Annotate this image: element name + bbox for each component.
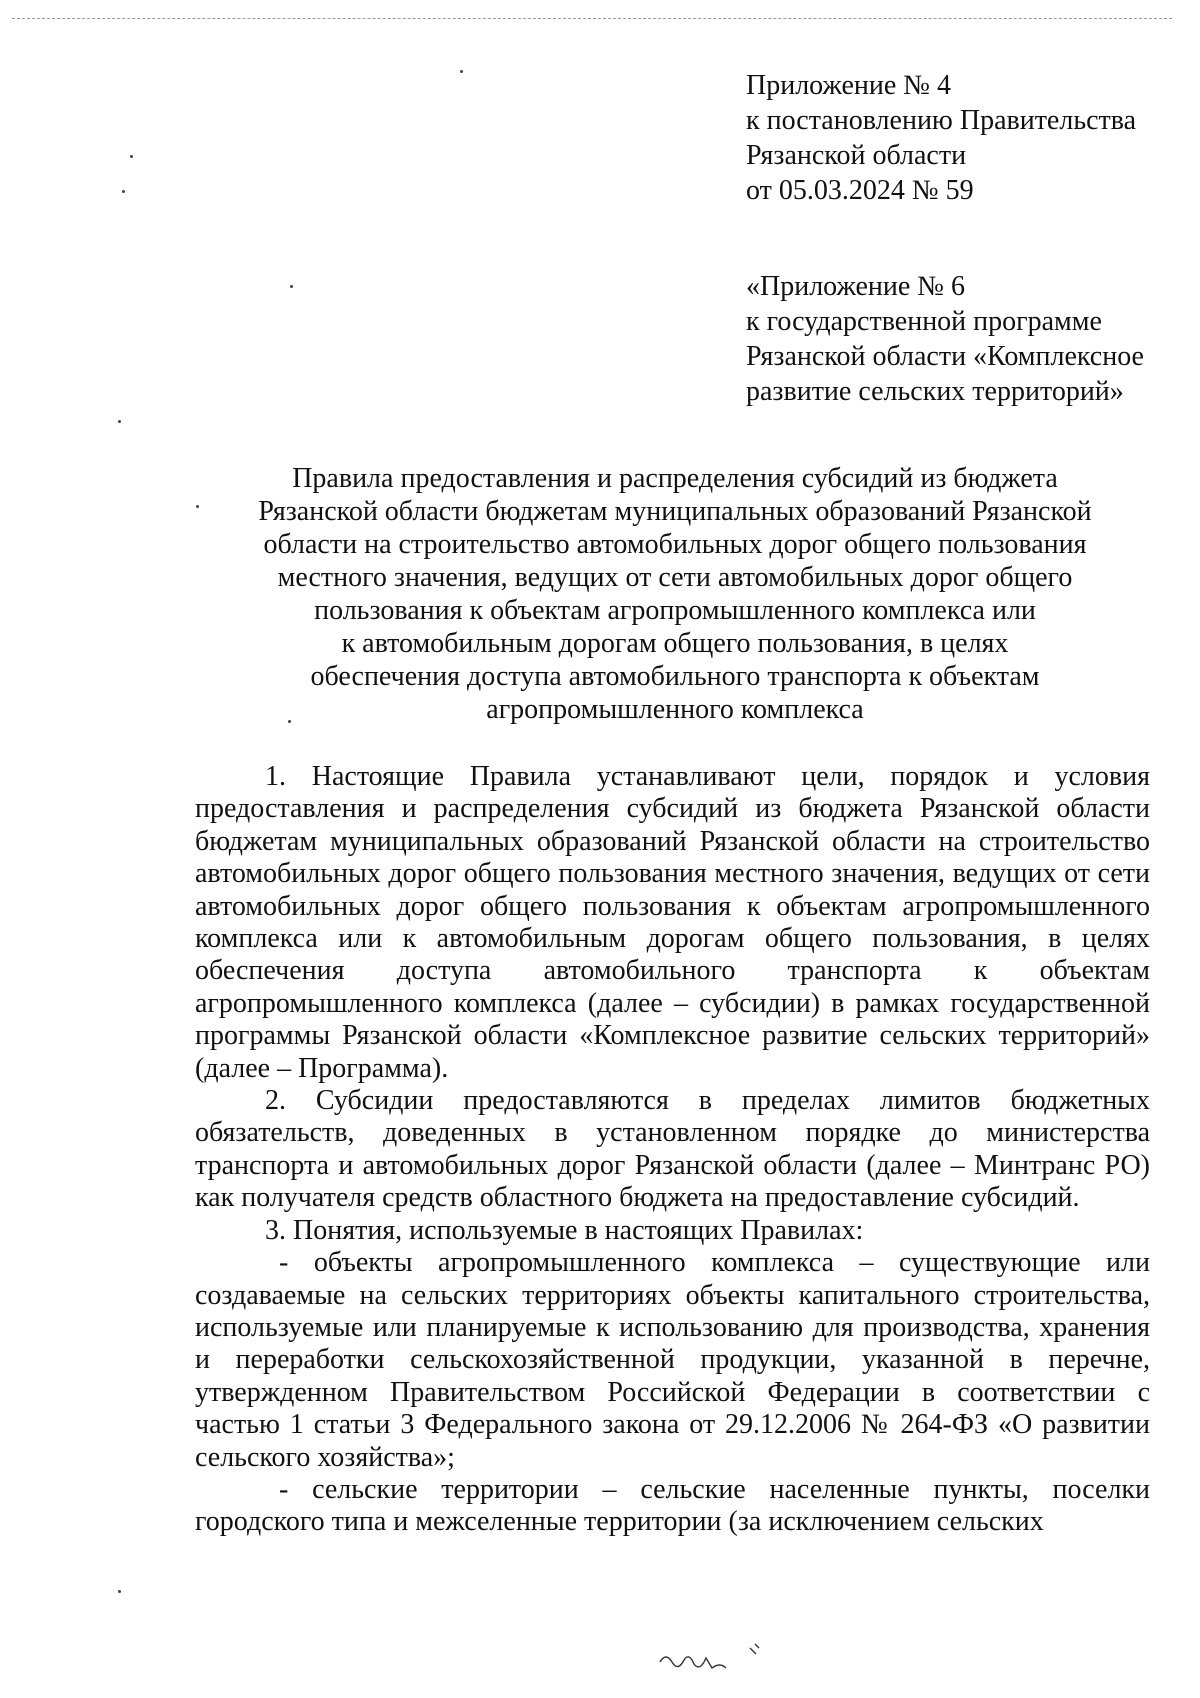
paragraph-2: 2. Субсидии предоставляются в пределах лимитов бюджетных обязательств, доведенных в установленном порядке до министерства транспорта и автомобильных дорог Рязанской области (далее – Минтранс РО) как получателя средств областного бюджета на предоставление субсидий. bbox=[195, 1085, 1150, 1214]
appendix-4-line: от 05.03.2024 № 59 bbox=[746, 175, 974, 206]
appendix-6-line: развитие сельских территорий» bbox=[746, 376, 1124, 407]
scan-edge-line bbox=[12, 18, 1172, 19]
signature-mark bbox=[655, 1640, 775, 1680]
title-line: Правила предоставления и распределения субсидий из бюджета bbox=[292, 463, 1058, 494]
scan-speck bbox=[118, 420, 121, 423]
title-line: пользования к объектам агропромышленного комплекса или bbox=[314, 595, 1036, 626]
appendix-6-line: к государственной программе bbox=[746, 306, 1102, 337]
definition-agro-objects: - объекты агропромышленного комплекса – существующие или создаваемые на сельских территориях объекты капитального строительства, используемые или планируемые к использованию для производства, хранения и переработки сельскохозяйственной продукции, указанной в перечне, утвержденном Правительством Российской Федерации в соответствии с частью 1 статьи 3 Федерального закона от 29.12.2006 № 264-ФЗ «О развитии сельского хозяйства»; bbox=[195, 1247, 1150, 1473]
appendix-6-line: «Приложение № 6 bbox=[746, 271, 965, 302]
appendix-4-line: к постановлению Правительства bbox=[746, 105, 1137, 136]
title-line: местного значения, ведущих от сети автомобильных дорог общего bbox=[277, 562, 1073, 593]
appendix-4-line: Рязанской области bbox=[746, 140, 967, 171]
appendix-4-header bbox=[746, 68, 1176, 208]
title-line: Рязанской области бюджетам муниципальных образований Рязанской bbox=[258, 496, 1092, 527]
appendix-4-line: Приложение № 4 bbox=[746, 70, 951, 101]
scan-speck bbox=[118, 1590, 121, 1593]
scan-speck bbox=[122, 190, 125, 193]
title-line: к автомобильным дорогам общего пользования, в целях bbox=[341, 628, 1009, 659]
appendix-6-line: Рязанской области «Комплексное bbox=[746, 341, 1144, 372]
definition-rural-territories: - сельские территории – сельские населенные пункты, поселки городского типа и межселенные территории (за исключением сельских bbox=[195, 1473, 1150, 1538]
paragraph-1: 1. Настоящие Правила устанавливают цели, порядок и условия предоставления и распределения субсидий из бюджета Рязанской области бюджетам муниципальных образований Рязанской области на строительство автомобильных дорог общего пользования местного значения, ведущих от сети автомобильных дорог общего пользования к объектам агропромышленного комплекса или к автомобильным дорогам общего пользования, в целях обеспечения доступа автомобильного транспорта к объектам агропромышленного комплекса (далее – субсидии) в рамках государственной программы Рязанской области «Комплексное развитие сельских территорий» (далее – Программа). bbox=[195, 761, 1150, 1084]
title-line: области на строительство автомобильных дорог общего пользования bbox=[263, 529, 1087, 560]
title-line: обеспечения доступа автомобильного транспорта к объектам bbox=[310, 661, 1040, 692]
scan-speck bbox=[130, 155, 133, 158]
title-line: агропромышленного комплекса bbox=[486, 694, 864, 725]
document-title bbox=[195, 462, 1155, 726]
appendix-6-header bbox=[746, 269, 1176, 409]
document-body bbox=[195, 761, 1150, 1539]
scan-speck bbox=[290, 285, 293, 288]
paragraph-3: 3. Понятия, используемые в настоящих Правилах: bbox=[265, 1214, 864, 1246]
scan-speck bbox=[460, 70, 463, 73]
